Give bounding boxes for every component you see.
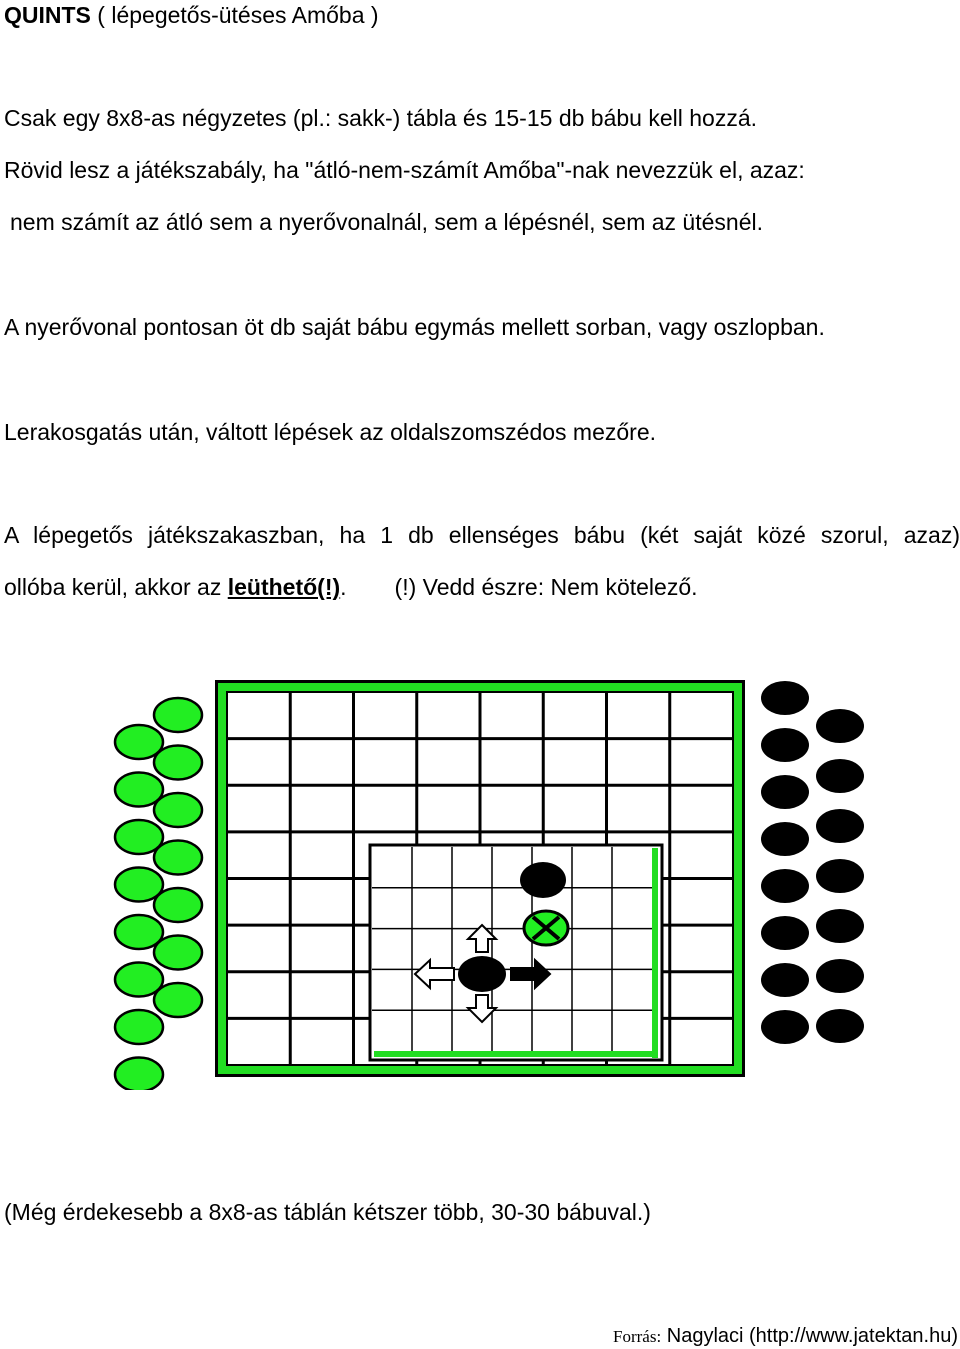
rule-line-7 xyxy=(4,572,698,602)
rule-line-5: Lerakosgatás után, váltott lépések az oldalszomszédos mezőre. xyxy=(4,419,657,445)
rule-line-7-period: . xyxy=(340,574,347,600)
green-piece xyxy=(115,1058,163,1091)
black-pieces-group xyxy=(761,681,864,1044)
rule-line-4: A nyerővonal pontosan öt db saját bábu egymás mellett sorban, vagy oszlopban. xyxy=(4,314,825,340)
black-piece xyxy=(816,709,864,743)
rule-line-6: A lépegetős játékszakaszban, ha 1 db ellenséges bábu (két saját közé szorul, azaz) xyxy=(4,522,960,548)
rule-line-7-start: ollóba kerül, akkor az xyxy=(4,574,228,600)
green-piece xyxy=(154,793,202,827)
game-board xyxy=(217,682,743,1075)
black-piece xyxy=(761,681,809,715)
black-piece xyxy=(761,869,809,903)
green-piece xyxy=(154,888,202,922)
inset-board-background xyxy=(370,845,662,1060)
game-illustration xyxy=(80,670,890,1090)
inset-board-green-bottom xyxy=(374,1051,658,1057)
black-piece-moving xyxy=(458,956,506,992)
black-piece xyxy=(761,775,809,809)
black-piece xyxy=(761,822,809,856)
black-piece xyxy=(761,963,809,997)
black-piece xyxy=(816,909,864,943)
black-piece xyxy=(816,859,864,893)
rule-line-7-note: (!) Vedd észre: Nem kötelező. xyxy=(394,574,698,600)
closing-note: (Még érdekesebb a 8x8-as táblán kétszer több, 30-30 bábuval.) xyxy=(4,1199,651,1225)
title-rest: ( lépegetős-ütéses Amőba ) xyxy=(90,2,379,28)
black-piece-on-board-top xyxy=(520,862,566,898)
black-piece xyxy=(816,759,864,793)
title-bold: QUINTS xyxy=(4,2,91,28)
black-piece xyxy=(761,916,809,950)
black-piece xyxy=(816,1009,864,1043)
source-label: Forrás: xyxy=(613,1327,662,1346)
source-credit xyxy=(613,1324,958,1349)
rule-line-1: Csak egy 8x8-as négyzetes (pl.: sakk-) tábla és 15-15 db bábu kell hozzá. xyxy=(4,105,758,131)
captureable-link[interactable]: leüthető(!) xyxy=(227,574,341,600)
green-piece xyxy=(154,936,202,970)
black-piece xyxy=(816,809,864,843)
green-piece xyxy=(154,983,202,1017)
rule-line-3: nem számít az átló sem a nyerővonalnál, sem a lépésnél, sem az ütésnél. xyxy=(10,209,763,235)
green-piece xyxy=(115,1010,163,1044)
black-piece xyxy=(761,1010,809,1044)
black-piece xyxy=(816,959,864,993)
green-piece xyxy=(154,746,202,780)
cross-mark-icon xyxy=(524,911,568,945)
rule-line-2: Rövid lesz a játékszabály, ha "átló-nem-számít Amőba"-nak nevezzük el, azaz: xyxy=(4,157,805,183)
document-title xyxy=(4,0,379,30)
black-piece xyxy=(761,728,809,762)
green-pieces-group xyxy=(115,698,202,1090)
green-piece xyxy=(154,698,202,732)
source-text: Nagylaci (http://www.jatektan.hu) xyxy=(661,1325,958,1347)
inset-board-green-right xyxy=(652,848,658,1058)
green-piece xyxy=(154,841,202,875)
